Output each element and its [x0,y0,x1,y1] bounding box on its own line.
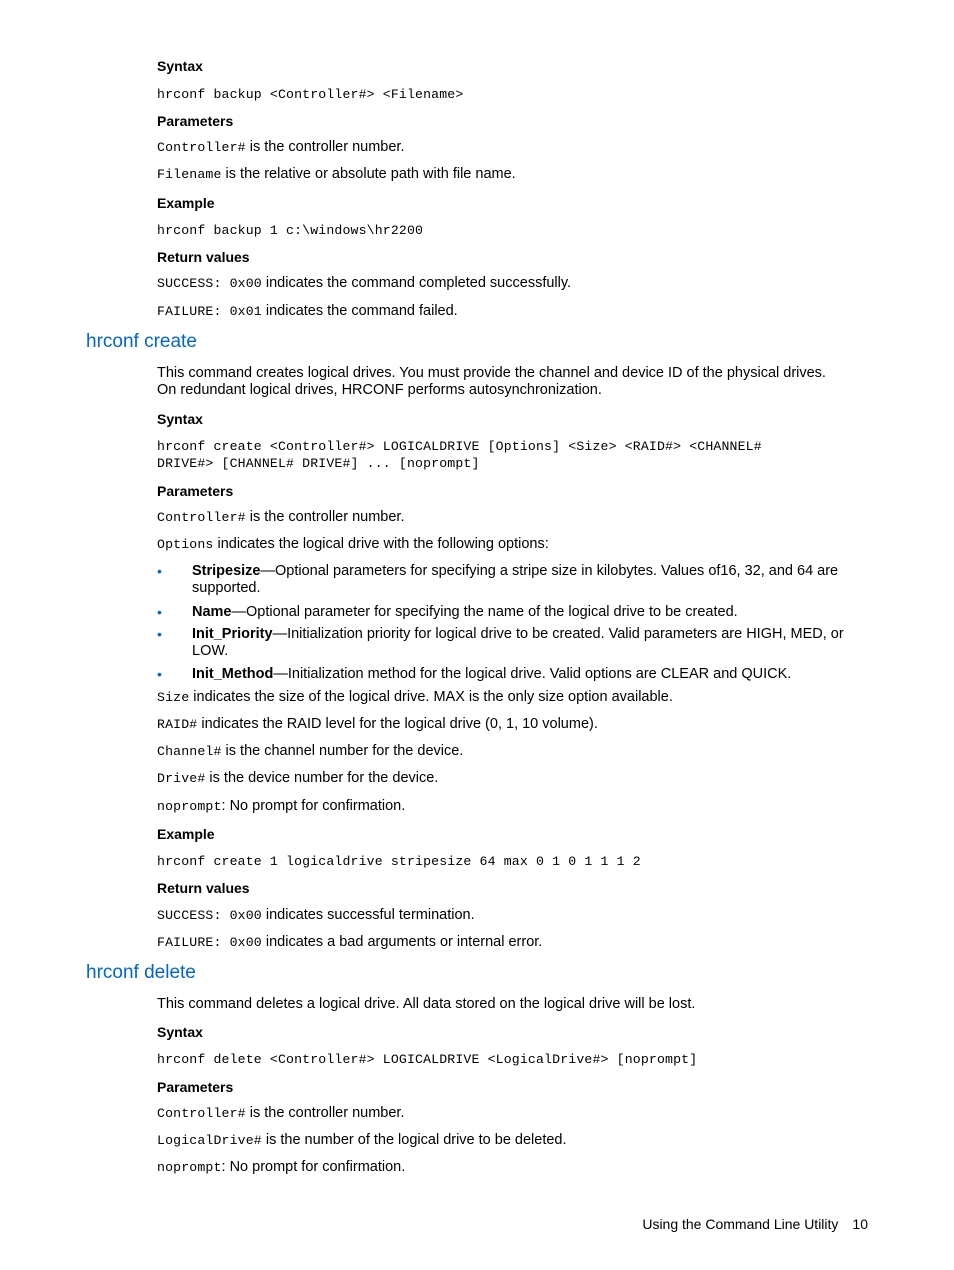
option-term: Init_Priority [192,626,273,642]
footer-section-title: Using the Command Line Utility [642,1216,839,1232]
param-code: RAID# [157,717,198,732]
parameters-heading: Parameters [157,113,234,129]
return-text: indicates successful termination. [261,907,475,923]
syntax-code-line-1: hrconf create <Controller#> LOGICALDRIVE [Options] <Size> <RAID#> <CHANNEL# [157,439,762,454]
syntax-code: hrconf backup <Controller#> <Filename> [157,87,464,102]
syntax-code-line-2: DRIVE#> [CHANNEL# DRIVE#] ... [noprompt] [157,456,480,471]
return-failure [157,303,847,320]
syntax-heading: Syntax [157,58,203,74]
option-description: —Optional parameters for specifying a stripe size in kilobytes. Values of16, 32, and 64 are supported. [192,563,839,596]
return-failure [157,934,847,951]
param-controller [157,139,847,156]
syntax-heading: Syntax [157,1024,203,1040]
syntax-code: hrconf delete <Controller#> LOGICALDRIVE <LogicalDrive#> [noprompt] [157,1052,698,1067]
param-code: Size [157,690,190,705]
bullet-icon: • [157,604,162,620]
return-success [157,275,847,292]
param-text: is the device number for the device. [205,770,439,786]
param-controller [157,509,847,526]
param-text: indicates the RAID level for the logical drive (0, 1, 10 volume). [197,716,598,732]
syntax-heading: Syntax [157,411,203,427]
section-title-delete: hrconf delete [86,962,196,983]
return-code: FAILURE: 0x01 [157,304,262,319]
param-text: is the number of the logical drive to be deleted. [261,1132,567,1148]
param-text: is the controller number. [245,139,405,155]
param-text: is the controller number. [245,1105,405,1121]
bullet-icon: • [157,666,162,682]
param-code: Filename [157,167,222,182]
parameters-heading: Parameters [157,1079,234,1095]
return-code: FAILURE: 0x00 [157,935,262,950]
param-raid [157,716,847,733]
param-filename [157,166,847,183]
param-noprompt [157,798,847,815]
param-text: indicates the logical drive with the following options: [213,536,549,552]
intro-paragraph: This command creates logical drives. You must provide the channel and device ID of the physical drives. On redundant logical drives, HRCONF performs autosynchronization. [157,365,826,398]
parameters-heading: Parameters [157,483,234,499]
intro-paragraph: This command deletes a logical drive. All data stored on the logical drive will be lost. [157,996,696,1012]
bullet-item-name [157,604,847,621]
param-options [157,536,847,553]
return-text: indicates the command completed successfully. [261,275,572,291]
param-code: Controller# [157,1106,246,1121]
param-code: Controller# [157,510,246,525]
return-values-heading: Return values [157,249,250,265]
return-text: indicates a bad arguments or internal error. [261,934,543,950]
bullet-icon: • [157,563,162,579]
option-description: —Initialization priority for logical drive to be created. Valid parameters are HIGH, MED, or LOW. [192,626,844,659]
param-controller [157,1105,847,1122]
example-heading: Example [157,195,215,211]
param-code: noprompt [157,799,222,814]
param-text: is the controller number. [245,509,405,525]
param-code: Drive# [157,771,206,786]
section-title-create: hrconf create [86,331,197,352]
example-code: hrconf create 1 logicaldrive stripesize 64 max 0 1 0 1 1 1 2 [157,854,641,869]
param-code: noprompt [157,1160,222,1175]
example-code: hrconf backup 1 c:\windows\hr2200 [157,223,424,238]
param-drive [157,770,847,787]
param-text: is the channel number for the device. [221,743,464,759]
param-code: Options [157,537,214,552]
bullet-item-stripesize [157,563,847,597]
param-text: : No prompt for confirmation. [221,798,406,814]
param-code: Controller# [157,140,246,155]
bullet-item-init-priority [157,626,847,660]
param-channel [157,743,847,760]
param-noprompt [157,1159,847,1176]
param-code: Channel# [157,744,222,759]
param-size [157,689,847,706]
page-number: 10 [852,1216,868,1232]
option-description: —Initialization method for the logical drive. Valid options are CLEAR and QUICK. [273,666,792,682]
param-text: indicates the size of the logical drive. MAX is the only size option available. [189,689,673,705]
example-heading: Example [157,826,215,842]
option-term: Init_Method [192,666,274,682]
return-values-heading: Return values [157,880,250,896]
return-text: indicates the command failed. [261,303,458,319]
param-code: LogicalDrive# [157,1133,262,1148]
option-term: Name [192,604,232,620]
bullet-item-init-method [157,666,847,683]
page-footer [642,1216,868,1232]
param-text: : No prompt for confirmation. [221,1159,406,1175]
return-code: SUCCESS: 0x00 [157,908,262,923]
param-text: is the relative or absolute path with file name. [221,166,516,182]
return-success [157,907,847,924]
option-term: Stripesize [192,563,261,579]
return-code: SUCCESS: 0x00 [157,276,262,291]
option-description: —Optional parameter for specifying the name of the logical drive to be created. [231,604,738,620]
bullet-icon: • [157,626,162,642]
param-logical-drive [157,1132,847,1149]
